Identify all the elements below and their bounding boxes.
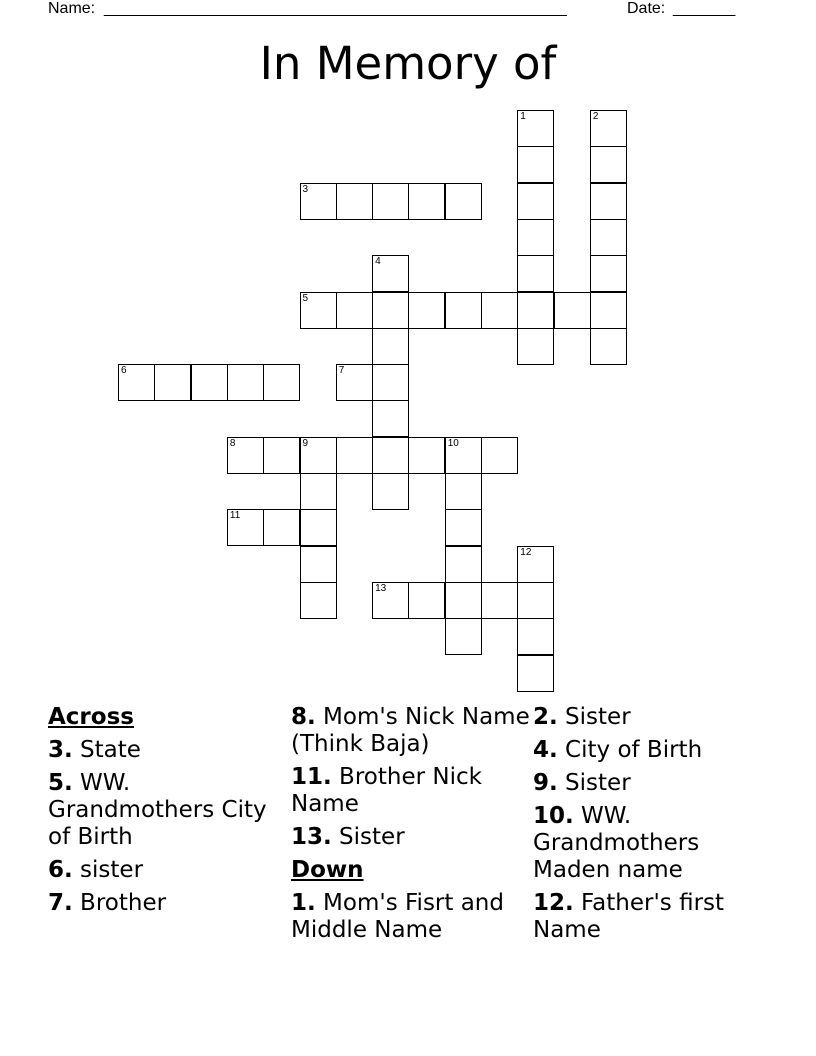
clue-column-3	[533, 704, 773, 950]
grid-cell[interactable]	[227, 509, 264, 546]
clue-number: 9.	[533, 770, 558, 796]
grid-cell[interactable]	[372, 400, 409, 437]
grid-cell[interactable]	[372, 473, 409, 510]
name-field[interactable]: ____________________________________________________	[104, 0, 567, 17]
clue-number: 12.	[533, 890, 574, 916]
grid-cell[interactable]	[300, 183, 337, 220]
clue-item	[533, 704, 773, 731]
grid-cell[interactable]	[300, 437, 337, 474]
grid-cell[interactable]	[517, 219, 554, 256]
cell-number: 10	[447, 437, 459, 449]
clue-text: Mom's Nick Name (Think Baja)	[291, 704, 530, 757]
grid-cell[interactable]	[517, 582, 554, 619]
grid-cell[interactable]	[154, 364, 191, 401]
cell-number: 8	[229, 437, 236, 449]
grid-cell[interactable]	[336, 364, 373, 401]
cell-number: 12	[520, 546, 532, 558]
clue-number: 8.	[291, 704, 316, 730]
grid-cell[interactable]	[300, 582, 337, 619]
grid-cell[interactable]	[300, 546, 337, 583]
cell-number: 11	[229, 510, 241, 522]
grid-cell[interactable]	[481, 582, 518, 619]
date-label: Date:	[627, 0, 666, 17]
clue-number: 11.	[291, 764, 332, 790]
grid-cell[interactable]	[590, 183, 627, 220]
grid-cell[interactable]	[445, 473, 482, 510]
cell-number: 5	[302, 292, 309, 304]
clue-number: 5.	[48, 770, 73, 796]
grid-cell[interactable]	[590, 255, 627, 292]
clue-text: Father's first Name	[533, 890, 725, 943]
grid-cell[interactable]	[481, 437, 518, 474]
grid-cell[interactable]	[445, 546, 482, 583]
clue-item	[48, 737, 283, 764]
header	[48, 0, 748, 20]
clue-text: Sister	[557, 770, 631, 796]
clue-column-1	[48, 704, 283, 923]
grid-cell[interactable]	[554, 292, 591, 329]
grid-cell[interactable]	[300, 473, 337, 510]
grid-cell[interactable]	[408, 582, 445, 619]
grid-cell[interactable]	[517, 618, 554, 655]
clue-number: 4.	[533, 737, 558, 763]
clue-item	[48, 770, 283, 851]
grid-cell[interactable]	[517, 546, 554, 583]
clue-number: 10.	[533, 803, 574, 829]
clue-text: Brother Nick Name	[291, 764, 482, 817]
grid-cell[interactable]	[372, 364, 409, 401]
grid-cell[interactable]	[590, 328, 627, 365]
clue-number: 6.	[48, 857, 73, 883]
grid-cell[interactable]	[372, 328, 409, 365]
clue-column-2	[291, 704, 531, 950]
grid-cell[interactable]	[191, 364, 228, 401]
clue-item	[533, 890, 773, 944]
clue-item	[48, 857, 283, 884]
clue-text: City of Birth	[557, 737, 703, 763]
grid-cell[interactable]	[590, 146, 627, 183]
grid-cell[interactable]	[517, 328, 554, 365]
grid-cell[interactable]	[445, 582, 482, 619]
cell-number: 7	[338, 365, 345, 377]
grid-cell[interactable]	[408, 437, 445, 474]
cell-number: 4	[375, 256, 381, 268]
clue-item	[291, 764, 531, 818]
grid-cell[interactable]	[263, 437, 300, 474]
cell-number: 9	[302, 437, 309, 449]
grid-cell[interactable]	[445, 437, 482, 474]
clue-text: Brother	[72, 890, 167, 916]
grid-cell[interactable]	[372, 582, 409, 619]
grid-cell[interactable]	[517, 146, 554, 183]
name-label: Name:	[48, 0, 96, 17]
grid-cell[interactable]	[336, 183, 373, 220]
cell-number: 2	[592, 111, 599, 122]
grid-cell[interactable]	[336, 292, 373, 329]
grid-cell[interactable]	[445, 509, 482, 546]
grid-cell[interactable]	[118, 364, 155, 401]
grid-cell[interactable]	[372, 437, 409, 474]
grid-cell[interactable]	[590, 292, 627, 329]
clue-item	[533, 737, 773, 764]
grid-cell[interactable]	[372, 292, 409, 329]
grid-cell[interactable]	[408, 183, 445, 220]
clue-text: Mom's Fisrt and Middle Name	[291, 890, 504, 943]
grid-cell[interactable]	[300, 292, 337, 329]
cell-number: 6	[121, 365, 127, 377]
grid-cell[interactable]	[336, 437, 373, 474]
clue-item	[533, 803, 773, 884]
grid-cell[interactable]	[445, 618, 482, 655]
grid-cell[interactable]	[227, 437, 264, 474]
grid-cell[interactable]	[590, 219, 627, 256]
clue-heading: Across	[48, 704, 134, 730]
clue-item	[291, 704, 531, 758]
date-field[interactable]: _______	[673, 0, 736, 17]
clue-text: WW. Grandmothers City of Birth	[48, 770, 267, 850]
grid-cell[interactable]	[372, 255, 409, 292]
grid-cell[interactable]	[263, 509, 300, 546]
clue-number: 3.	[48, 737, 73, 763]
grid-cell[interactable]	[517, 292, 554, 329]
grid-cell[interactable]	[590, 110, 627, 147]
clue-number: 1.	[291, 890, 316, 916]
grid-cell[interactable]	[263, 364, 300, 401]
clue-item	[291, 890, 531, 944]
clue-text: Sister	[331, 824, 405, 850]
clue-text: WW. Grandmothers Maden name	[533, 803, 700, 883]
grid-cell[interactable]	[517, 110, 554, 147]
clue-number: 13.	[291, 824, 332, 850]
grid-cell[interactable]	[227, 364, 264, 401]
grid-cell[interactable]	[445, 292, 482, 329]
grid-cell[interactable]	[517, 655, 554, 692]
grid-cell[interactable]	[517, 183, 554, 220]
grid-cell[interactable]	[300, 509, 337, 546]
clue-item	[48, 890, 283, 917]
grid-cell[interactable]	[517, 255, 554, 292]
grid-cell[interactable]	[372, 183, 409, 220]
clue-text: State	[72, 737, 141, 763]
cell-number: 1	[520, 111, 526, 122]
grid-cell[interactable]	[408, 292, 445, 329]
cell-number: 3	[302, 183, 309, 195]
clue-text: sister	[72, 857, 144, 883]
cell-number: 13	[375, 582, 387, 594]
clue-number: 2.	[533, 704, 558, 730]
clue-heading: Down	[291, 857, 364, 883]
clue-number: 7.	[48, 890, 73, 916]
clue-item	[533, 770, 773, 797]
grid-cell[interactable]	[445, 183, 482, 220]
clue-text: Sister	[557, 704, 631, 730]
grid-cell[interactable]	[481, 292, 518, 329]
clue-item	[291, 824, 531, 851]
page-title: In Memory of	[259, 37, 557, 90]
